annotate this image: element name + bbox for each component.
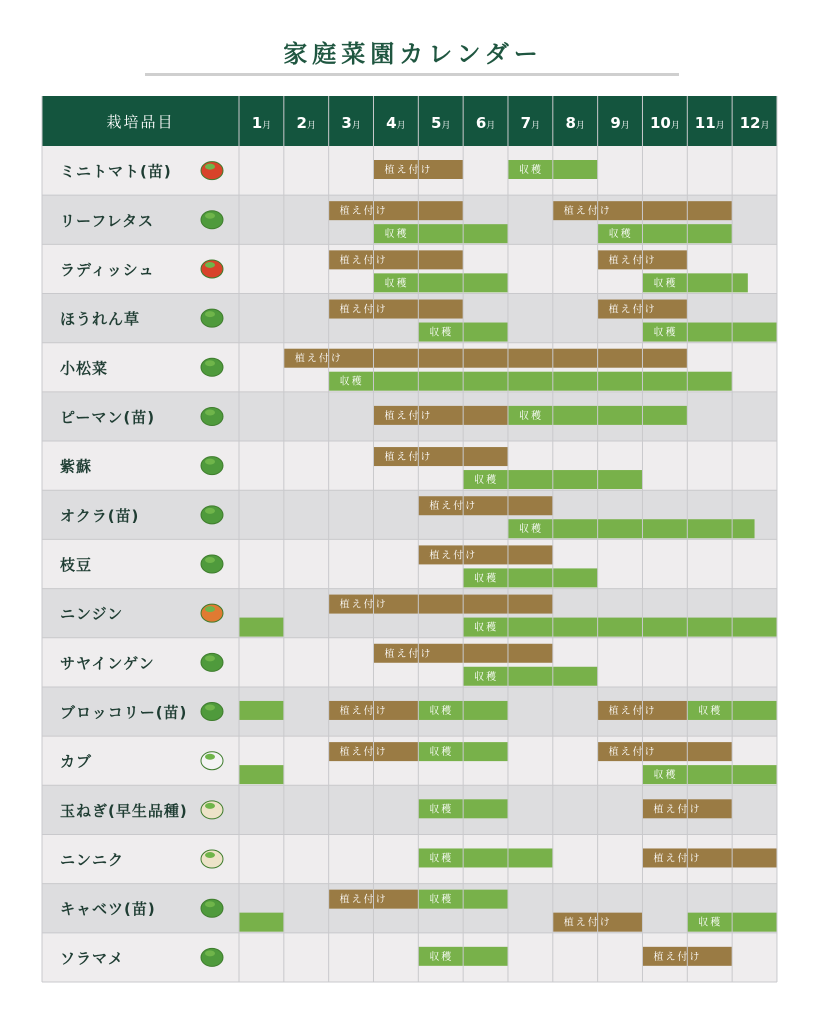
tomato-icon bbox=[201, 162, 223, 180]
fava-bean-icon bbox=[201, 948, 223, 966]
month-header-11: 11月 bbox=[694, 114, 725, 132]
pepper-icon bbox=[201, 407, 223, 425]
harvest-bar bbox=[239, 765, 284, 784]
bar-label: 植え付け bbox=[339, 894, 388, 906]
header-crop-label: 栽培品目 bbox=[106, 113, 175, 131]
spinach-icon bbox=[201, 309, 223, 327]
bar-label: 収穫 bbox=[698, 705, 723, 717]
month-header-12: 12月 bbox=[739, 114, 770, 132]
bar-label: 収穫 bbox=[653, 278, 678, 290]
bar-label: 収穫 bbox=[698, 917, 723, 929]
carrot-icon bbox=[201, 604, 223, 622]
crop-row bbox=[42, 539, 777, 588]
month-header-8: 8月 bbox=[565, 114, 585, 132]
harvest-bar bbox=[239, 913, 284, 932]
crop-name: ニンジン bbox=[60, 605, 124, 624]
month-header-10: 10月 bbox=[649, 114, 680, 132]
bar-label: 収穫 bbox=[339, 376, 364, 388]
bar-label: 植え付け bbox=[563, 206, 612, 218]
bar-label: 収穫 bbox=[429, 951, 454, 963]
bar-label: 収穫 bbox=[429, 804, 454, 816]
bar-label: 植え付け bbox=[384, 165, 433, 176]
lettuce-icon bbox=[201, 211, 223, 229]
crop-name: ラディッシュ bbox=[60, 260, 155, 279]
calendar-title: 家庭菜園カレンダー bbox=[283, 40, 543, 68]
bar-label: 収穫 bbox=[653, 327, 678, 339]
bar-label: 植え付け bbox=[608, 304, 657, 316]
bar-label: 植え付け bbox=[563, 917, 612, 929]
crop-name: サヤインゲン bbox=[60, 654, 155, 673]
crop-name: 枝豆 bbox=[60, 556, 93, 574]
bar-label: 植え付け bbox=[339, 206, 388, 218]
bar-label: 植え付け bbox=[608, 255, 657, 267]
month-header-3: 3月 bbox=[341, 114, 361, 132]
bar-label: 植え付け bbox=[384, 648, 433, 660]
bar-label: 収穫 bbox=[429, 894, 454, 906]
bar-label: 植え付け bbox=[653, 853, 702, 865]
harvest-bar bbox=[508, 519, 755, 538]
bar-label: 収穫 bbox=[518, 524, 543, 536]
bar-label: 植え付け bbox=[339, 255, 388, 267]
planting-bar bbox=[284, 349, 687, 368]
harvest-bar bbox=[239, 618, 284, 637]
crop-name: ブロッコリー(苗) bbox=[60, 703, 188, 722]
green-bean-icon bbox=[201, 653, 223, 671]
bar-label: 収穫 bbox=[429, 853, 454, 865]
crop-name: ピーマン(苗) bbox=[60, 408, 156, 427]
bar-label: 植え付け bbox=[653, 804, 702, 816]
bar-label: 植え付け bbox=[294, 353, 343, 365]
bar-label: 植え付け bbox=[608, 747, 657, 759]
garlic-icon bbox=[201, 850, 223, 868]
bar-label: 収穫 bbox=[474, 622, 499, 634]
bar-label: 植え付け bbox=[339, 599, 388, 611]
bar-label: 植え付け bbox=[429, 501, 478, 513]
cabbage-icon bbox=[201, 899, 223, 917]
crop-name: ニンニク bbox=[60, 851, 125, 870]
month-header-6: 6月 bbox=[475, 114, 496, 132]
crop-name: オクラ(苗) bbox=[60, 506, 140, 525]
bar-label: 収穫 bbox=[384, 278, 409, 290]
bar-label: 収穫 bbox=[518, 165, 543, 176]
bar-label: 収穫 bbox=[429, 327, 454, 339]
broccoli-icon bbox=[201, 703, 223, 721]
bar-label: 収穫 bbox=[384, 229, 409, 241]
bar-label: 植え付け bbox=[653, 951, 702, 963]
turnip-icon bbox=[201, 752, 223, 770]
bar-label: 植え付け bbox=[608, 705, 657, 717]
crop-name: ソラマメ bbox=[60, 949, 125, 968]
harvest-bar bbox=[239, 701, 284, 720]
month-header-1: 1月 bbox=[251, 114, 272, 132]
bar-label: 収穫 bbox=[474, 475, 499, 487]
bar-label: 植え付け bbox=[339, 747, 388, 759]
bar-label: 植え付け bbox=[384, 452, 433, 464]
komatsuna-icon bbox=[201, 358, 223, 376]
bar-label: 植え付け bbox=[429, 550, 478, 562]
crop-name: 玉ねぎ(早生品種) bbox=[60, 801, 188, 820]
shiso-icon bbox=[201, 457, 223, 475]
bar-label: 収穫 bbox=[518, 410, 543, 422]
harvest-bar bbox=[329, 372, 732, 391]
bar-label: 収穫 bbox=[653, 770, 678, 782]
bar-label: 収穫 bbox=[474, 671, 499, 683]
bar-label: 植え付け bbox=[339, 304, 388, 316]
month-header-5: 5月 bbox=[431, 114, 451, 132]
month-header-7: 7月 bbox=[520, 114, 541, 132]
bar-label: 収穫 bbox=[608, 229, 633, 241]
bar-label: 収穫 bbox=[429, 705, 454, 717]
month-header-2: 2月 bbox=[296, 114, 316, 132]
harvest-bar bbox=[463, 618, 777, 637]
bar-label: 植え付け bbox=[339, 705, 388, 717]
bar-label: 収穫 bbox=[429, 747, 454, 759]
crop-name: リーフレタス bbox=[60, 211, 155, 230]
bar-label: 収穫 bbox=[474, 573, 499, 585]
crop-name: ほうれん草 bbox=[60, 310, 141, 329]
month-header-4: 4月 bbox=[386, 114, 406, 132]
crop-name: カブ bbox=[60, 752, 93, 771]
okra-icon bbox=[201, 506, 223, 524]
crop-name: キャベツ(苗) bbox=[60, 900, 156, 919]
radish-icon bbox=[201, 260, 223, 278]
edamame-icon bbox=[201, 555, 223, 573]
crop-name: ミニトマト(苗) bbox=[60, 162, 172, 181]
onion-icon bbox=[201, 801, 223, 819]
crop-name: 紫蘇 bbox=[60, 457, 93, 476]
bar-label: 植え付け bbox=[384, 410, 433, 422]
crop-name: 小松菜 bbox=[60, 359, 109, 378]
month-header-9: 9月 bbox=[610, 114, 630, 132]
